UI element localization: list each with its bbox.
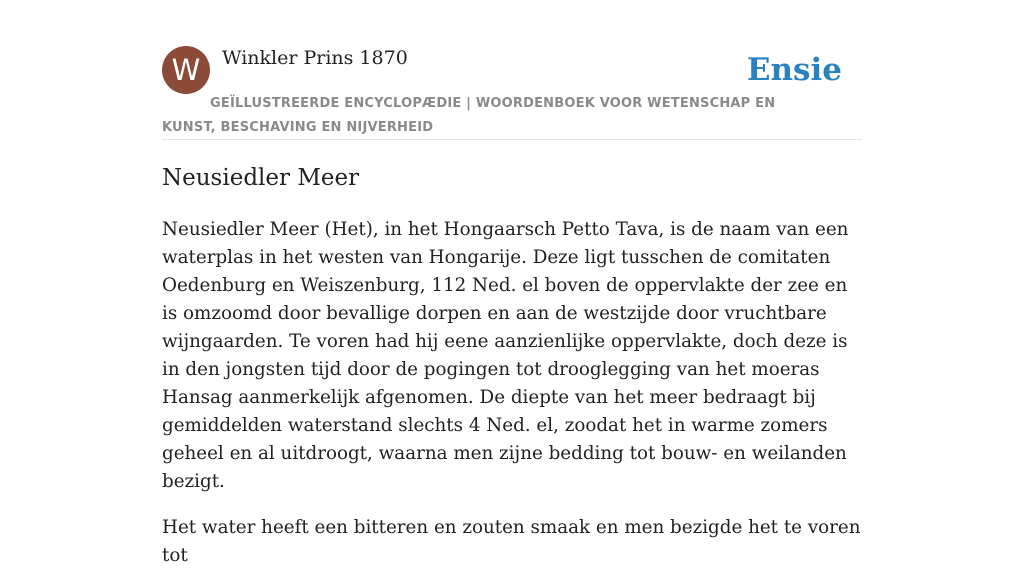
article-paragraph: Neusiedler Meer (Het), in het Hongaarsch Petto Tava, is de naam van een waterplas in het westen van Hongarije. Deze ligt tusschen de comitaten Oedenburg en Weiszenburg, 112 Ned. el boven de oppervlakte der zee en is omzoomd door bevallige dorpen en aan de westzijde door vruchtbare wijngaarden. Te voren had hij eene aanzienlijke oppervlakte, doch deze is in den jongsten tijd door de pogingen tot drooglegging van het moeras Hansag aanmerkelijk afgenomen. De diepte van het meer bedraagt bij gemiddelden waterstand slechts 4 Ned. el, zoodat het in warme zomers geheel en al uitdroogt, waarna men zijne bedding tot bouw- en weilanden bezigt. xyxy=(162,219,849,492)
header-divider xyxy=(162,139,862,140)
article-title: Neusiedler Meer xyxy=(162,165,360,191)
article-paragraph: Het water heeft een bitteren en zouten smaak en men bezigde het te voren tot xyxy=(162,517,861,566)
source-avatar[interactable]: W xyxy=(162,46,210,94)
source-subtitle: GEÏLLUSTREERDE ENCYCLOPÆDIE | WOORDENBOEK VOOR WETENSCHAP EN KUNST, BESCHAVING EN NIJVERHEID xyxy=(162,96,776,135)
ensie-logo[interactable]: Ensie xyxy=(746,52,842,88)
source-title[interactable]: Winkler Prins 1870 xyxy=(222,47,408,69)
article-body xyxy=(162,216,862,588)
